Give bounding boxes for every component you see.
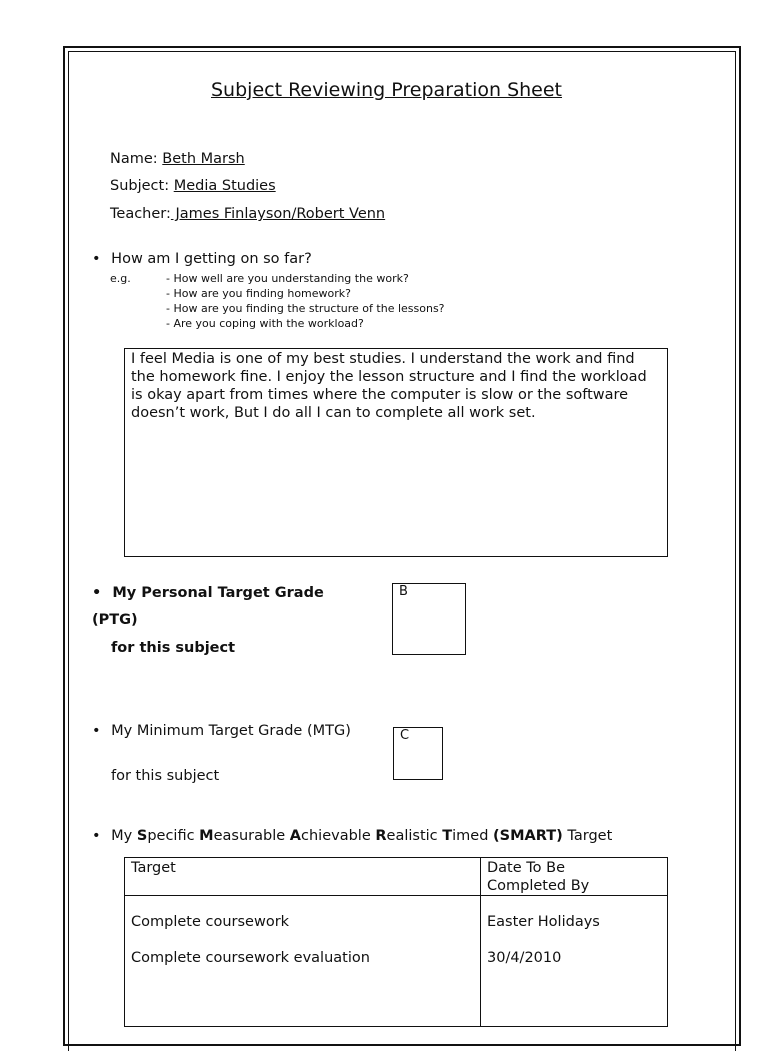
table-cell-date[interactable]: Easter Holidays [487,914,600,930]
subject-value: Media Studies [173,178,276,194]
table-header-target: Target [131,860,176,876]
smart-initial: T [442,828,453,844]
smart-acronym: (SMART) [493,828,563,844]
bullet-icon: • [92,723,101,739]
teacher-label: Teacher: [110,206,171,222]
subject-label: Subject: [110,178,174,194]
ptg-grade-value: B [399,584,408,599]
mtg-grade-value: C [400,728,410,743]
mtg-line1: • My Minimum Target Grade (MTG) [92,723,351,739]
ptg-line1: • My Personal Target Grade [92,585,324,601]
list-item: - How are you finding homework? [166,287,351,300]
smart-word-rest: easurable [213,828,290,844]
bullet-icon: • [92,828,101,844]
smart-heading [92,828,612,844]
ptg-line3: for this subject [111,640,236,656]
name-value: Beth Marsh [162,151,245,167]
progress-question: • How am I getting on so far? [92,251,312,267]
smart-suffix: Target [562,828,613,844]
table-column-divider [480,857,481,1027]
page-title: Subject Reviewing Preparation Sheet [211,79,563,101]
name-field [110,151,245,167]
table-header-divider [124,895,668,896]
subject-field [110,178,276,194]
eg-label: e.g. [110,272,131,285]
ptg-line2: (PTG) [92,612,138,628]
bullet-icon: • [92,585,102,601]
smart-word-rest: imed [452,828,494,844]
list-item: - How well are you understanding the work? [166,272,409,285]
smart-initial: M [199,828,214,844]
smart-initial: S [136,828,148,844]
mtg-grade-box[interactable] [393,727,443,780]
progress-answer-text: I feel Media is one of my best studies. I understand the work and find the homework fine. I enjoy the lesson structure and I find the workload is okay apart from times where the computer is slow or the software doesn’t work, But I do all I can to complete all work set. [131,351,647,421]
prompt-list [166,271,445,331]
progress-answer-box[interactable] [124,348,668,557]
table-cell-target[interactable]: Complete coursework [131,914,290,930]
name-label: Name: [110,151,163,167]
list-item: - How are you finding the structure of the lessons? [166,302,445,315]
smart-initial: A [289,828,302,844]
smart-initial: R [375,828,387,844]
teacher-field [110,206,385,222]
teacher-value: James Finlayson/Robert Venn [170,206,386,222]
smart-word-rest: ealistic [386,828,443,844]
list-item: - Are you coping with the workload? [166,317,364,330]
bullet-icon: • [92,251,101,267]
table-cell-date[interactable]: 30/4/2010 [487,950,562,966]
table-cell-target[interactable]: Complete coursework evaluation [131,950,370,966]
mtg-line2: for this subject [111,768,220,784]
smart-prefix: My [111,828,137,844]
smart-word-rest: chievable [301,828,376,844]
table-header-date: Date To Be Completed By [487,860,590,894]
ptg-grade-box[interactable] [392,583,466,655]
smart-word-rest: pecific [147,828,200,844]
